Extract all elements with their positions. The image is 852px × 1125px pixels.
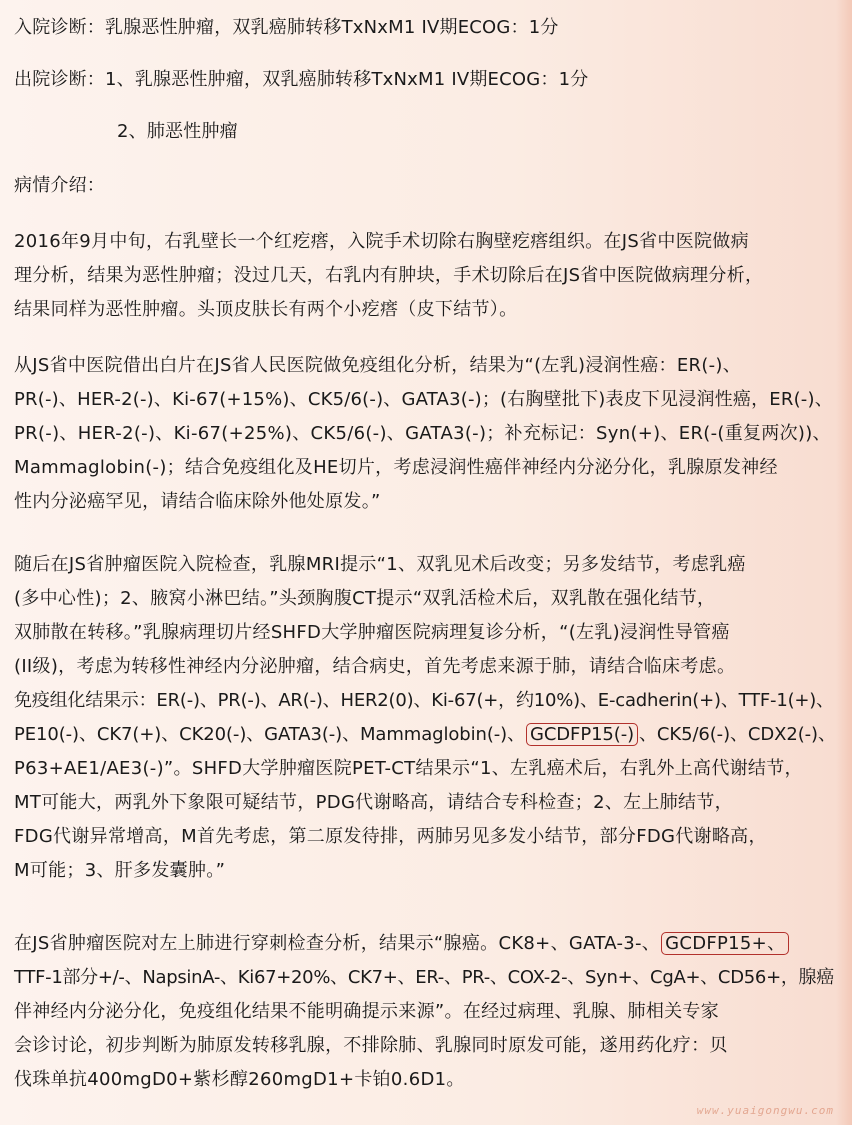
text-line: FDG代谢异常增高，M首先考虑，第二原发待排，两肺另见多发小结节，部分FDG代谢略高， [14,826,767,847]
text-line: 2016年9月中旬，右乳壁长一个红疙瘩，入院手术切除右胸壁疙瘩组织。在JS省中医院做病 [14,231,749,252]
paragraph-immunohistochemistry [14,349,834,519]
text-line: 伴神经内分泌分化，免疫组化结果不能明确提示来源”。在经过病理、乳腺、肺相关专家 [14,1001,720,1022]
text-line [14,718,834,752]
text-line: 理分析，结果为恶性肿瘤；没过几天，右乳内有肿块，手术切除后在JS省中医院做病理分析， [14,265,764,286]
text-line: P63+AE1/AE3(-)”。SHFD大学肿瘤医院PET-CT结果示“1、左乳癌术后，右乳外上高代谢结节， [14,758,803,779]
text-segment: PE10(-)、CK7(+)、CK20(-)、GATA3(-)、Mammaglobin(-)、 [14,724,525,745]
text-line: 性内分泌癌罕见，请结合临床除外他处原发。” [14,491,381,512]
text-line: 结果同样为恶性肿瘤。头顶皮肤长有两个小疙瘩（皮下结节）。 [14,299,518,320]
paragraph-tumor-hospital-exam [14,548,834,888]
text-line: M可能；3、肝多发囊肿。” [14,860,226,881]
site-watermark: www.yuaigongwu.com [696,1104,834,1117]
admission-diagnosis: 入院诊断：乳腺恶性肿瘤，双乳癌肺转移TxNxM1 IV期ECOG：1分 [14,17,559,38]
highlight-gcdfp15-positive: GCDFP15+、 [661,932,789,955]
text-segment: 在JS省肿瘤医院对左上肺进行穿刺检查分析，结果示“腺癌。CK8+、GATA-3-、 [14,933,661,954]
history-heading: 病情介绍： [14,175,105,196]
text-line: Mammaglobin(-)；结合免疫组化及HE切片，考虑浸润性癌伴神经内分泌分化，乳腺原发神经 [14,457,778,478]
discharge-diagnosis-1: 出院诊断：1、乳腺恶性肿瘤，双乳癌肺转移TxNxM1 IV期ECOG：1分 [14,69,589,90]
text-line: TTF-1部分+/-、NapsinA-、Ki67+20%、CK7+、ER-、PR-、COX-2-、Syn+、CgA+、CD56+，腺癌 [14,967,834,988]
paragraph-lung-biopsy [14,927,834,1097]
discharge-diagnosis-2: 2、肺恶性肿瘤 [117,121,238,142]
text-line: PR(-)、HER-2(-)、Ki-67(+25%)、CK5/6(-)、GATA3(-)；补充标记：Syn(+)、ER(-(重复两次))、 [14,423,831,444]
page-edge-shadow [836,0,852,1125]
text-line: 免疫组化结果示：ER(-)、PR(-)、AR(-)、HER2(0)、Ki-67(+，约10%)、E-cadherin(+)、TTF-1(+)、 [14,690,834,711]
text-line: (II级)，考虑为转移性神经内分泌肿瘤，结合病史，首先考虑来源于肺，请结合临床考虑。 [14,656,736,677]
text-line [14,927,834,961]
paragraph-initial-diagnosis [14,225,834,327]
text-line: 双肺散在转移。”乳腺病理切片经SHFD大学肿瘤医院病理复诊分析，“(左乳)浸润性导管癌 [14,622,730,643]
text-line: PR(-)、HER-2(-)、Ki-67(+15%)、CK5/6(-)、GATA3(-)；(右胸壁批下)表皮下见浸润性癌，ER(-)、 [14,389,833,410]
highlight-gcdfp15-negative: GCDFP15(-) [526,723,638,746]
text-segment: 、CK5/6(-)、CDX2(-)、 [639,724,836,745]
text-line: 伐珠单抗400mgD0+紫杉醇260mgD1+卡铂0.6D1。 [14,1069,465,1090]
text-line: MT可能大，两乳外下象限可疑结节，PDG代谢略高，请结合专科检查；2、左上肺结节， [14,792,733,813]
text-line: 从JS省中医院借出白片在JS省人民医院做免疫组化分析，结果为“(左乳)浸润性癌：ER(-)、 [14,355,742,376]
text-line: (多中心性)；2、腋窝小淋巴结。”头颈胸腹CT提示“双乳活检术后，双乳散在强化结节， [14,588,716,609]
text-line: 会诊讨论，初步判断为肺原发转移乳腺，不排除肺、乳腺同时原发可能，遂用药化疗：贝 [14,1035,728,1056]
text-line: 随后在JS省肿瘤医院入院检查，乳腺MRI提示“1、双乳见术后改变；另多发结节，考虑乳癌 [14,554,746,575]
